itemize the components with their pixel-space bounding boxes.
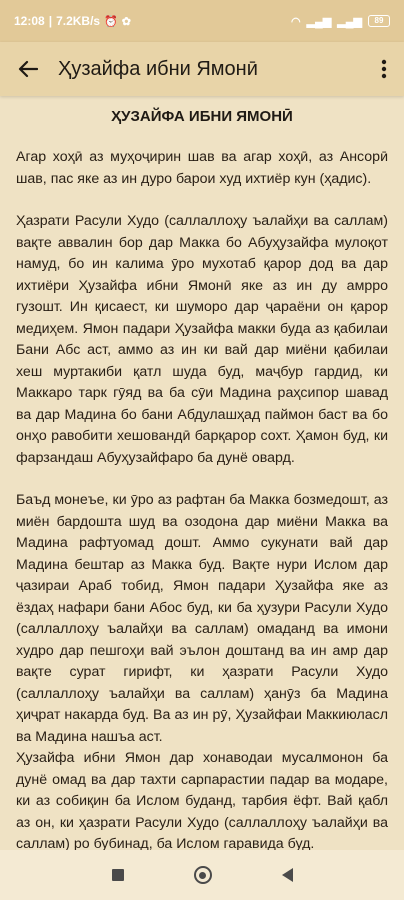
network-speed: 7.2KB/s (56, 14, 101, 28)
article-heading: ҲУЗАЙФА ИБНИ ЯМОНӢ (111, 108, 293, 125)
status-bar (0, 0, 404, 42)
status-right (291, 15, 390, 28)
article-paragraph-2: Ҳазрати Расули Худо (саллаллоҳу ъалайҳи ва саллам) вақте аввалин бор дар Макка бо Абуҳузайфа мулоқот намуд, бо ин калима ӯро мухотаб қарор дод ва дар ихтиёри Ҳузайфа ибни Ямонӣ яке аз ин ду амрро гузошт. Ин қисаест, ки шуморо дар ҷараёни он қарор медиҳем. Ямон падари Ҳузайфа макки буда аз қабилаи Бани Абс аст, аммо аз ин ки вай дар миёни қабилаи хеш муртакиби қатл шуда буд, маҷбур гардид, ки Маккаро тарк гӯяд ва ба сӯи Мадина раҳсипор шавад ва дар Мадина бо бани Абдулашҳад паймон баст ва бо онҳо равобити хешовандӣ барқарор сохт. Ҳамон буд, ки фарзандаш Абуҳузайфаро ба дунё овард. (16, 213, 388, 466)
circle-icon[interactable] (194, 866, 212, 884)
system-nav-bar (0, 850, 404, 900)
square-icon[interactable] (112, 869, 124, 881)
arrow-back-icon[interactable] (0, 42, 56, 96)
arrow-back-svg (18, 60, 38, 78)
more-vert-svg (381, 59, 387, 79)
status-time: 12:08 (14, 14, 45, 28)
app-bar (0, 42, 404, 96)
wifi-icon: ◠ (290, 15, 301, 28)
status-separator: | (48, 14, 53, 28)
battery-icon: 89 (368, 15, 390, 27)
article-paragraph-3: Баъд монеъе, ки ӯро аз рафтан ба Макка бозмедошт, аз миён бардошта шуд ва озодона дар миёни Макка ва Мадина рафтуомад дошт. Аммо сукунати вай дар Мадина бештар аз Макка буд. Вақте нури Ислом дар ҷазираи Араб тобид, Ямон падари Ҳузайфа яке аз ёздаҳ нафари бани Абос буд, ки ба ҳузури Расули Худо (саллаллоҳу ъалайҳи ва саллам) омаданд ва имони худро дар пешгоҳи вай эълон доштанд ва ин амр дар вақте сурат гирифт, ки ҳазрати Расули Худо (саллаллоҳу ъалайҳи ва саллам) ҳанӯз ба Мадина ҳиҷрат накарда буд. Ва аз ин рӯ, Ҳузайфаи Маккиюласл ва Мадина нашъа аст. (16, 492, 388, 745)
status-left (14, 14, 131, 28)
settings-icon: ✿ (121, 15, 132, 28)
more-vert-icon[interactable] (364, 42, 404, 96)
article-content[interactable] (0, 96, 404, 850)
home-dot (199, 872, 206, 879)
article-paragraph-4: Ҳузайфа ибни Ямон дар хонаводаи мусалмонон ба дунё омад ва дар тахти сарпарастии падар ва модаре, ки аз собиқин ба Ислом буданд, тарбия ёфт. Вай қабл аз он, ки ҳазрати Расули Худо (саллаллоҳу ъалайҳи ва саллам) ро бубинад, ба Ислом гаравида буд. (16, 750, 388, 850)
alarm-icon: ⏰ (104, 15, 118, 28)
page-title: Ҳузайфа ибни Ямонӣ (58, 57, 258, 80)
signal-icon: ▂▄▆ (306, 15, 332, 28)
article-paragraph-1: Агар хоҳӣ аз муҳоҷирин шав ва агар хоҳӣ, аз Ансорӣ шав, пас яке аз ин дуро барои худ ихтиёр кун (ҳадис). (16, 149, 388, 187)
triangle-back-icon[interactable] (282, 868, 293, 882)
signal-icon-2: ▂▄▆ (337, 15, 362, 28)
